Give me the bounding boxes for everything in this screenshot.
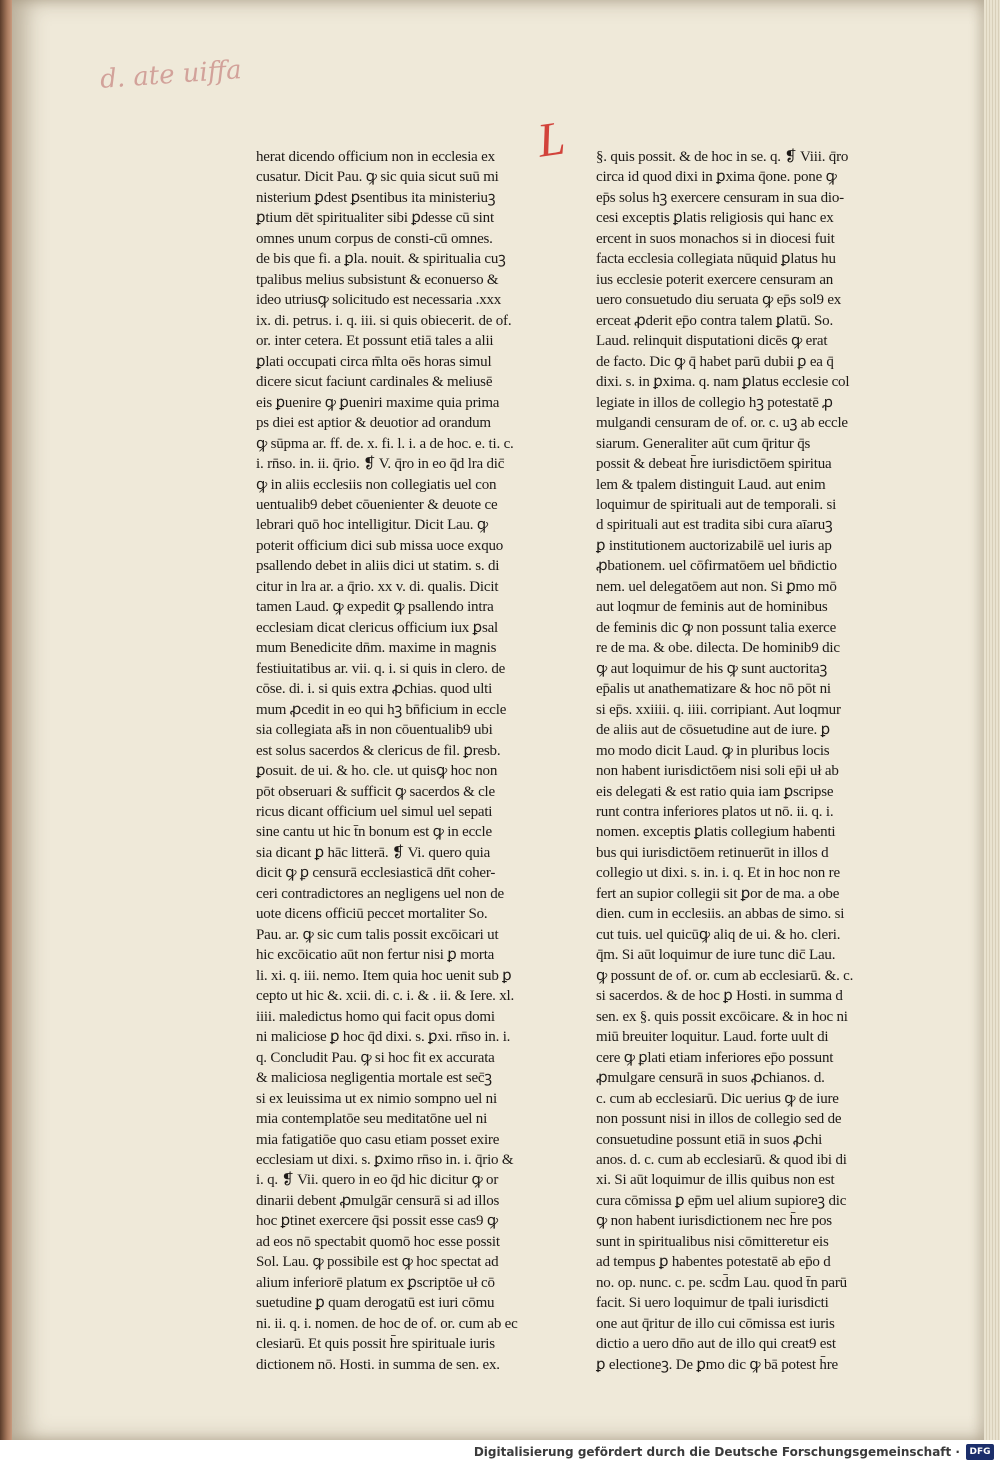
text-line: re de ma. & obe. dilecta. De hominib9 dic [596,640,840,657]
footer-bar [0,1440,1000,1465]
text-line: clesiarū. Et quis possit h̄re spirituale iuris [256,1336,495,1353]
text-line: sine cantu ut hic t̄n bonum est ꝙ in eccle [256,824,492,841]
text-line: §. quis possit. & de hoc in se. q. ❡ Viii. q̄ro [596,149,849,165]
text-line: non habent iurisdictōem nisi soli ep̄i uł ab [596,763,839,780]
text-line: ꝙ in aliis ecclesiis non collegiatis uel con [256,476,497,493]
text-column-left [256,147,546,1375]
binding-edge [0,0,12,1440]
text-line: Sol. Lau. ꝙ possibile est ꝙ hoc spectat ad [256,1254,499,1271]
text-line: xi. Si aūt loquimur de illis quibus non est [596,1172,835,1189]
text-line: i. rn̄so. in. ii. q̄rio. ❡ V. q̄ro in eo q̄d lra dic̄ [256,456,505,473]
text-line: lem & tpalem distinguit Laud. aut enim [596,476,826,493]
text-line: sen. ex §. quis possit excōicare. & in hoc ni [596,1008,848,1025]
text-line: nomen. exceptis ꝑlatis collegium habenti [596,824,836,841]
text-line: de feminis dic ꝙ non possunt talia exerce [596,619,837,636]
text-line: mia fatigatiōe quo casu etiam posset exire [256,1131,500,1148]
text-line: erceat ꝓderit ep̄o contra talem ꝑlatū. So. [596,312,834,329]
text-line: cōse. di. i. si quis extra ꝓchias. quod ulti [256,681,493,698]
text-line: no. op. nunc. c. pe. scd̄m Lau. quod t̄n parū [596,1274,847,1291]
text-line: mia contemplatōe seu meditatōne uel ni [256,1111,488,1128]
text-line: & maliciosa negligentia mortale est sec̄ꝫ [256,1070,492,1087]
text-line: siarum. Generaliter aūt cum q̄ritur q̄s [596,435,811,452]
text-line: q. Concludit Pau. ꝙ si hoc fit ex accurata [256,1049,495,1066]
text-line: ꝑlati occupati circa m̄lta oēs horas simul [256,353,492,370]
text-line: cusatur. Dicit Pau. ꝙ sic quia sicut suū mi [256,169,499,186]
text-line: ꝙ non habent iurisdictionem nec h̄re pos [596,1213,832,1230]
text-line: facit. Si uero loquimur de tpali iurisdicti [596,1295,829,1312]
text-line: uero consuetudo diu seruata ꝙ ep̄s sol9 ex [596,292,842,309]
text-line: ꝑosuit. de ui. & ho. cle. ut quisꝙ hoc non [256,763,498,780]
text-line: ꝙ aut loquimur de his ꝙ sunt auctoritaꝫ [596,660,828,677]
text-line: nem. uel delegatōem aut non. Si ꝑmo mō [596,578,837,595]
text-line: dinarii debent ꝓmulgār censurā si ad illos [256,1192,500,1209]
text-line: eis ꝑuenire ꝙ ꝑueniri maxime quia prima [256,394,500,411]
text-line: legiate in illos de collegio hꝫ potestatē ꝓ [596,394,833,411]
text-line: ps diei est aptior & deuotior ad orandum [256,415,491,432]
text-line: hic excōicatio aūt non fertur nisi ꝑ morta [256,947,495,964]
text-line: ni. ii. q. i. nomen. de hoc de of. or. cum ab ec [256,1315,518,1332]
text-line: li. xi. q. iii. nemo. Item quia hoc uenit sub ꝑ [256,967,512,984]
text-line: cura cōmissa ꝑ ep̄m uel alium supioreꝫ dic [596,1192,847,1209]
text-line: tamen Laud. ꝙ expedit ꝙ psallendo intra [256,599,494,616]
text-line: omnes unum corpus de consti-cū omnes. [256,230,493,247]
text-line: uote dicens officiū peccet mortaliter So. [256,906,488,923]
text-line: festiuitatibus ar. vii. q. i. si quis in clero. de [256,660,506,677]
text-line: suetudine ꝑ quam derogatū est iuri cōmu [256,1295,495,1312]
text-line: miū breuiter loquitur. Laud. forte uult di [596,1029,829,1046]
text-line: consuetudine possunt etiā in suos ꝓchi [596,1131,823,1148]
text-line: ricus dicant officium uel simul uel sepati [256,804,493,820]
text-line: si ep̄s. xxiiii. q. iiii. corripiant. Aut loqmur [596,701,841,718]
text-line: non possunt nisi in illos de collegio sed de [596,1111,842,1128]
text-line: ꝓmulgare censurā in suos ꝓchianos. d. [596,1070,825,1087]
text-column-right [596,147,882,1375]
text-line: ꝓbationem. uel cōfirmatōem uel bn̄dictio [596,558,837,575]
text-line: sia collegiata ał̄s in non cōuentualib9 ubi [256,722,493,739]
text-line: circa id quod dixi in ꝑxima q̄one. pone ꝙ [596,169,837,186]
text-line: ꝑ institutionem auctorizabilē uel iuris ap [596,537,832,554]
text-line: i. q. ❡ Vii. quero in eo q̄d hic dicitur ꝙ or [256,1172,499,1189]
text-line: facta ecclesia collegiata nūquid ꝑlatus hu [596,251,836,268]
text-line: Laud. relinquit disputationi dicēs ꝙ erat [596,333,828,350]
text-line: ecclesiam dicat clericus officium iux ꝑsal [256,619,499,636]
text-line: ad tempus ꝑ habentes potestatē ab ep̄o d [596,1254,831,1271]
text-line: ꝑtium dēt spiritualiter sibi ꝑdesse cū sint [256,210,494,227]
text-line: cepto ut hic &. xcii. di. c. i. & . ii. & Iere. xl. [256,988,515,1005]
text-line: sunt in spiritualibus nisi cōmitteretur eis [596,1233,829,1250]
text-line: pōt obseruari & sufficit ꝙ sacerdos & cle [256,783,495,800]
text-line: c. cum ab ecclesiarū. Dic uerius ꝙ de iure [596,1090,839,1107]
text-line: anos. d. c. cum ab ecclesiarū. & quod ibi di [596,1151,847,1168]
text-line: eis delegati & est ratio quia iam ꝑscripse [596,783,834,800]
text-line: bus qui iurisdictōem retinuerūt in illos d [596,844,829,861]
page-edges [984,0,1000,1440]
text-line: ius ecclesie poterit exercere censuram an [596,271,834,288]
text-line: de bis que fi. a ꝑla. nouit. & spiritualia cuꝫ [256,251,506,268]
text-line: dixi. s. in ꝑxima. q. nam ꝑlatus ecclesie col [596,374,850,391]
text-line: dictionem nō. Hosti. in summa de sen. ex. [256,1356,500,1373]
text-line: nisterium ꝑdest ꝑsentibus ita ministeriuꝫ [256,189,496,206]
text-line: loquimur de spirituali aut de temporali. si [596,496,837,513]
text-line: mum ꝓcedit in eo qui hꝫ bn̄ficium in eccle [256,701,507,718]
text-line: ercent in suos monachos si in diocesi fuit [596,230,835,247]
funding-credit: Digitalisierung gefördert durch die Deutsche Forschungsgemeinschaft · [473,1445,960,1459]
text-line: ceri contradictores an negligens uel non de [256,885,504,902]
text-line: possit & debeat h̄re iurisdictōem spiritua [596,456,832,473]
text-line: iiii. maledictus homo qui facit opus domi [256,1008,495,1025]
text-line: poterit officium dici sub missa uoce exquo [256,537,504,554]
text-line: Pau. ar. ꝙ sic cum talis possit excōicari ut [256,926,499,943]
text-line: dien. cum in ecclesiis. an abbas de simo. si [596,906,845,923]
text-line: alium inferiorē platum ex ꝑscriptōe uł cō [256,1274,495,1291]
text-line: one aut q̄ritur de illo cui cōmissa est iuris [596,1315,835,1332]
text-line: aut loqmur de feminis aut de hominibus [596,599,828,616]
text-line: q̄m. Si aūt loquimur de iure tunc dic̄ Lau. [596,947,836,964]
text-line: ꝑ electioneꝫ. De ꝑmo dic ꝙ bā potest h̄re [596,1356,838,1373]
text-line: de aliis aut de cōsuetudine aut de iure. ꝑ [596,722,830,739]
text-line: dictio a uero dn̄o aut de illo qui creat9 est [596,1336,836,1353]
text-line: de facto. Dic ꝙ q̄ habet parū dubii ꝑ ea q̄ [596,353,834,370]
text-line: mulgandi censuram de of. or. c. uꝫ ab eccle [596,415,848,432]
text-line: ad eos nō spectabit quomō hoc esse possit [256,1233,500,1250]
text-line: ep̄alis ut anathematizare & hoc nō pōt ni [596,681,831,698]
text-line: citur in lra ar. a q̄rio. xx v. di. qualis. Dicit [256,578,499,595]
text-line: cesi exceptis ꝑlatis religiosis qui hanc ex [596,210,834,227]
text-line: herat dicendo officium non in ecclesia ex [256,149,495,165]
text-line: cut tuis. uel quicūꝙ aliq de ui. & ho. cleri. [596,926,841,943]
red-rubric-mark: L [534,111,569,168]
text-line: d spirituali aut est tradita sibi cura aīaruꝫ [596,517,833,534]
text-line: si sacerdos. & de hoc ꝑ Hosti. in summa d [596,988,843,1005]
text-line: ideo utriusꝙ solicitudo est necessaria .xxx [256,292,502,309]
text-line: tpalibus melius subsistunt & econuerso & [256,271,499,288]
text-line: ꝙ sūpma ar. ff. de. x. fi. l. i. a de hoc. e. ti. c. [256,435,514,452]
text-line: runt contra inferiores platos ut nō. ii. q. i. [596,804,834,820]
text-line: hoc ꝑtinet exercere q̄si possit esse cas9 ꝙ [256,1213,498,1230]
text-line: collegio ut dixi. s. in. i. q. Et in hoc non re [596,865,840,882]
text-line: dicit ꝙ ꝑ censurā ecclesiasticā dn̄t coher- [256,865,496,882]
text-line: lebrari quō hoc intelligitur. Dicit Lau. ꝙ [256,517,488,534]
text-line: dicere sicut faciunt cardinales & meliusē [256,374,493,391]
text-line: si ex leuissima ut ex nimio sompno uel ni [256,1090,497,1107]
text-line: ix. di. petrus. i. q. iii. si quis obiecerit. de of. [256,312,512,329]
text-line: sia dicant ꝑ hāc litterā. ❡ Vi. quero quia [256,844,491,861]
text-line: ecclesiam ut dixi. s. ꝑximo rn̄so in. i. q̄rio & [256,1151,514,1168]
text-line: fert an supior collegii sit ꝑor de ma. a obe [596,885,840,902]
text-line: uentualib9 debet cōuenienter & deuote ce [256,496,498,513]
text-line: or. inter cetera. Et possunt etiā tales a alii [256,333,494,350]
dfg-logo: DFG [966,1444,994,1460]
text-line: ep̄s solus hꝫ exercere censuram in sua dio- [596,189,844,206]
text-line: ni maliciose ꝑ hoc q̄d dixi. s. ꝑxi. rn̄so in. i. [256,1029,511,1046]
text-line: psallendo debet in aliis dici ut statim. s. di [256,558,500,575]
text-line: est solus sacerdos & clericus de fil. ꝑresb. [256,742,501,759]
text-line: ꝙ possunt de of. or. cum ab ecclesiarū. &. c. [596,967,854,984]
text-line: mo modo dicit Laud. ꝙ in pluribus locis [596,742,830,759]
text-line: cere ꝙ ꝑlati etiam inferiores ep̄o possunt [596,1049,834,1066]
handwritten-note: d. ate uiffa [99,55,243,95]
text-line: mum Benedicite dn̄m. maxime in magnis [256,640,497,657]
